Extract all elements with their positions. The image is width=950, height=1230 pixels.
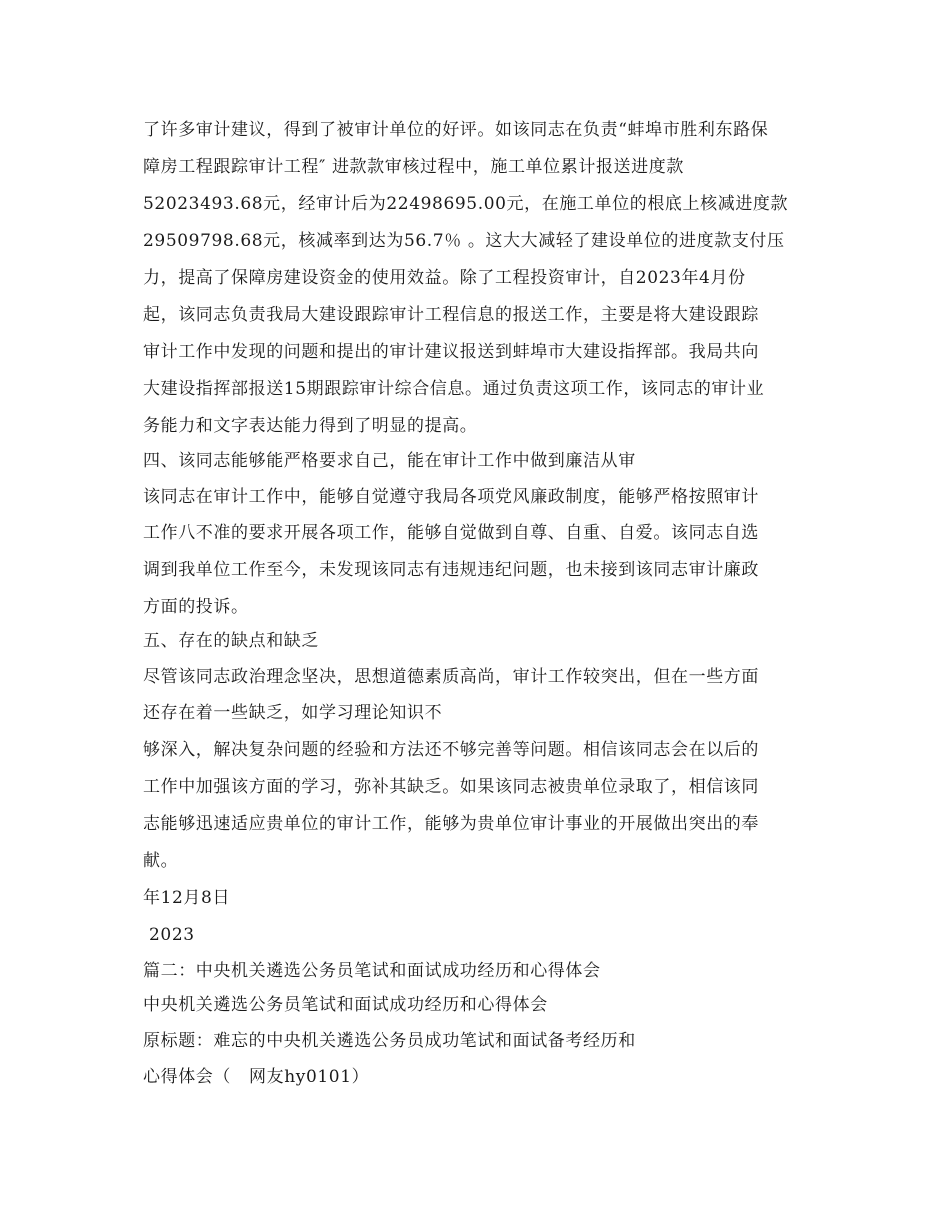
body-text-line: 力，提高了保障房建设资金的使用效益。除了工程投资审计，自2023年4月份 [143,268,746,288]
body-text-line: 该同志在审计工作中，能够自觉遵守我局各项党风廉政制度，能够严格按照审计 [143,487,759,507]
article-subtitle: 中央机关遴选公务员笔试和面试成功经历和心得体会 [143,995,548,1015]
year-line: 2023 [143,925,195,945]
body-text-line: 了许多审计建议，得到了被审计单位的好评。如该同志在负责“蚌埠市胜利东路保 [143,120,769,140]
body-text-line: 29509798.68元，核减率到达为56.7％ 。这大大减轻了建设单位的进度款支付压 [143,231,785,251]
body-text-line: 52023493.68元，经审计后为22498695.00元，在施工单位的根底上核减进度款 [143,194,789,214]
body-text-line: 尽管该同志政治理念坚决，思想道德素质高尚，审计工作较突出，但在一些方面 [143,667,759,687]
body-text-line: 障房工程跟踪审计工程″ 进款款审核过程中，施工单位累计报送进度款 [143,157,684,177]
article-title: 篇二：中央机关遴选公务员笔试和面试成功经历和心得体会 [143,961,601,981]
body-text-line: 献。 [143,851,179,871]
body-text-line: 够深入，解决复杂问题的经验和方法还不够完善等问题。相信该同志会在以后的 [143,740,759,760]
body-text-line: 调到我单位工作至今，未发现该同志有违规违纪问题，也未接到该同志审计廉政 [143,560,759,580]
body-text-line: 工作八不准的要求开展各项工作，能够自觉做到自尊、自重、自爱。该同志自选 [143,523,759,543]
body-text-line: 大建设指挥部报送15期跟踪审计综合信息。通过负责这项工作，该同志的审计业 [143,379,765,399]
original-title-line: 心得体会（ 网友hy0101） [143,1067,370,1087]
body-text-line: 方面的投诉。 [143,597,249,617]
original-title-line: 原标题：难忘的中央机关遴选公务员成功笔试和面试备考经历和 [143,1031,636,1051]
body-text-line: 起，该同志负责我局大建设跟踪审计工程信息的报送工作，主要是将大建设跟踪 [143,305,759,325]
body-text-line: 还存在着一些缺乏，如学习理论知识不 [143,703,443,723]
body-text-line: 务能力和文字表达能力得到了明显的提高。 [143,416,478,436]
body-text-line: 志能够迅速适应贵单位的审计工作，能够为贵单位审计事业的开展做出突出的奉 [143,814,759,834]
date-line: 年12月8日 [143,888,231,908]
section-heading: 五、存在的缺点和缺乏 [143,631,319,651]
body-text-line: 审计工作中发现的问题和提出的审计建议报送到蚌埠市大建设指挥部。我局共向 [143,342,759,362]
section-heading: 四、该同志能够能严格要求自己，能在审计工作中做到廉洁从审 [143,451,636,471]
body-text-line: 工作中加强该方面的学习，弥补其缺乏。如果该同志被贵单位录取了，相信该同 [143,777,759,797]
